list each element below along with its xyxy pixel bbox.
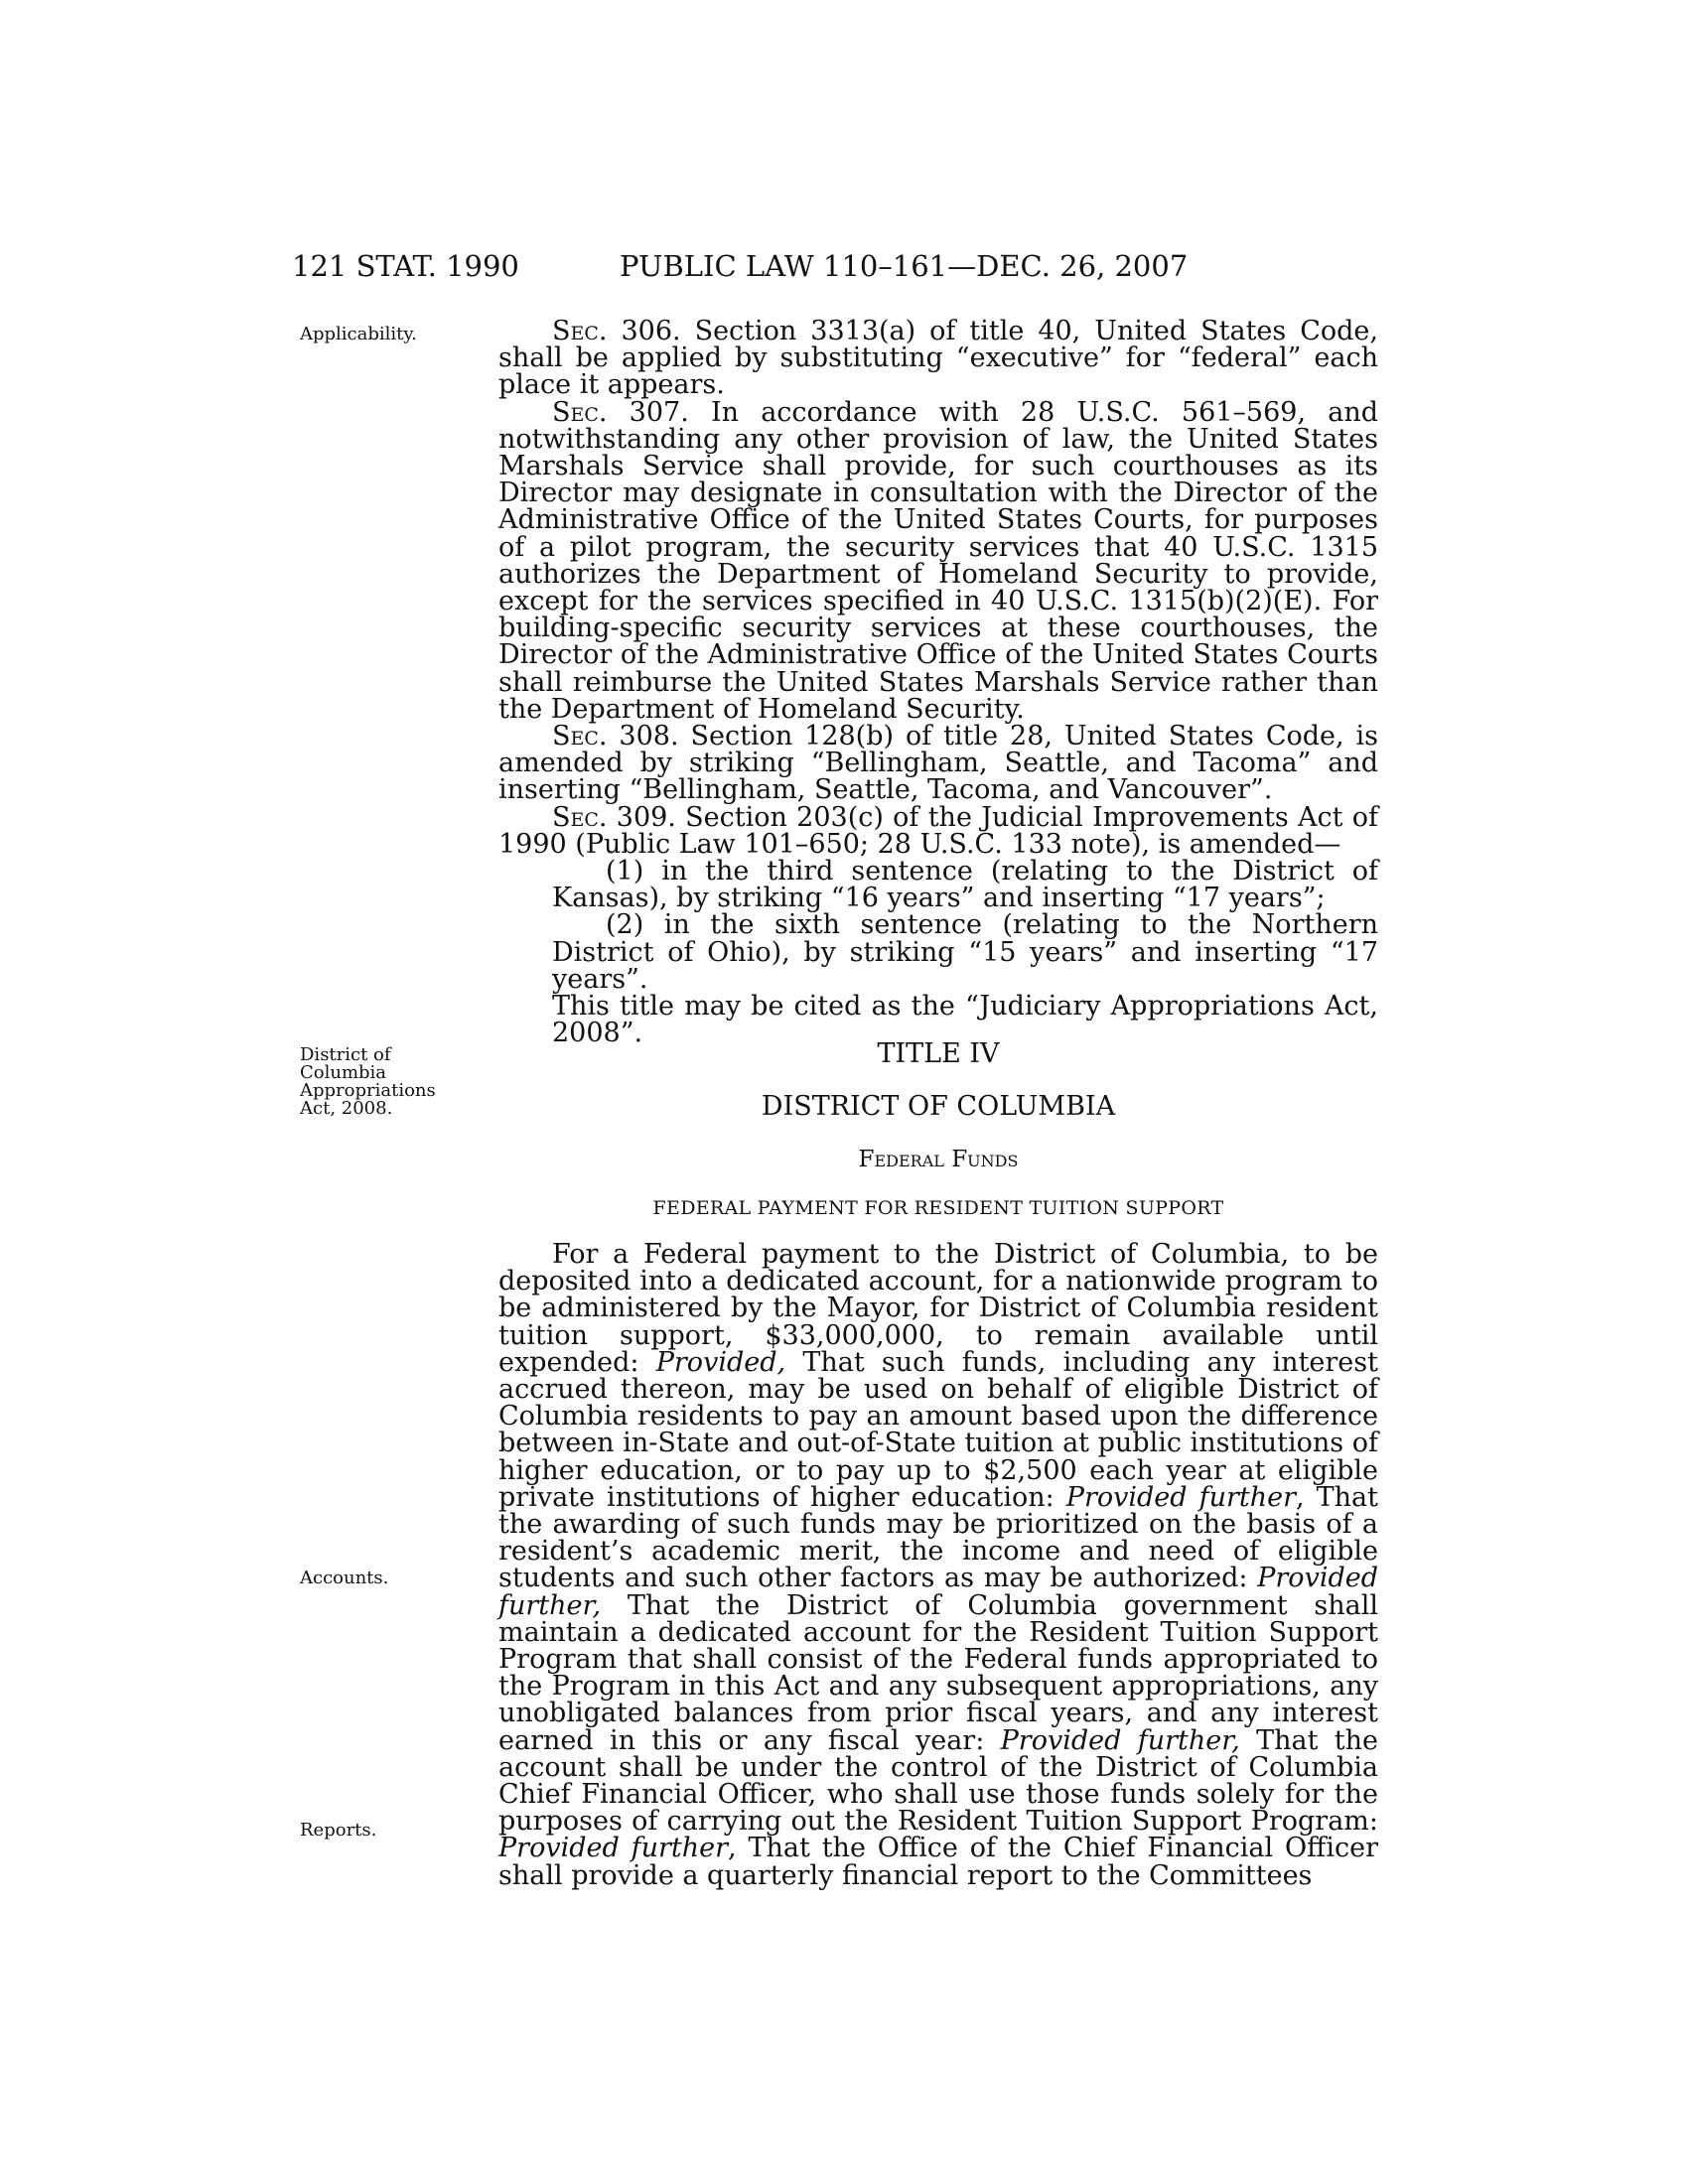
section-label: Sec. 306. [552,316,681,346]
section-label: Sec. 309. [552,801,676,833]
public-law-citation: PUBLIC LAW 110–161—DEC. 26, 2007 [620,249,1189,283]
federal-funds-heading: Federal Funds [858,1147,1019,1172]
section-text: Section 128(b) of title 28, United States Code, is amended by striking “Bellingham, Seattle, and Tacoma” and inserting “Bellingham, Seattle, Tacoma, and Vancouver”. [498,721,1379,806]
section-label: Sec. 308. [552,721,679,752]
text-run: That such funds, including any interest accrued thereon, may be used on behalf of eligible District of Columbia residents to pay an amount based upon the difference between in-State and out-of-State tuition at public institutions of higher education, or to pay up to $2,500 each year at eligible private institutions of higher education: [498,1346,1378,1513]
section-text: In accordance with 28 U.S.C. 561–569, and notwithstanding any other provision of law, the United States Marshals Service shall provide, for such courthouses as its Director may designate in consultation with the Director of the Administrative Office of the United States Courts, for purposes of a pilot program, the security services that 40 U.S.C. 1315 authorizes the Department of Homeland Security to provide, except for the services specified in 40 U.S.C. 1315(b)(2)(E). For building-specific security services at these courthouses, the Director of the Administrative Office of the United States Courts shall reimburse the United States Marshals Service rather than the Department of Homeland Security. [498,396,1379,725]
margin-note-line: Act, 2008. [300,1098,393,1119]
dc-heading: DISTRICT OF COLUMBIA [761,1091,1116,1122]
text-run: , That the awarding of such funds may be prioritized on the basis of a resident’s academic merit, the income and need of eligible students and such other factors as may be authorized: [498,1481,1378,1594]
section-306 [498,318,1378,399]
margin-note-accounts: Accounts. [300,1568,389,1588]
section-text: Section 3313(a) of title 40, United States Code, shall be applied by substituting “executive” for “federal” each place it appears. [498,316,1378,401]
amendment-item-2: (2) in the sixth sentence (relating to the Northern District of Ohio), by striking “15 years” and inserting “17 years”. [552,909,1378,995]
short-title-text: This title may be cited as the “Judiciary Appropriations Act, 2008”. [552,991,1378,1049]
tuition-paragraph [498,1241,1378,1889]
section-text: Section 203(c) of the Judicial Improvements Act of 1990 (Public Law 101–650; 28 U.S.C. 133 note), is amended— [498,801,1378,860]
text-run: That the District of Columbia government shall maintain a dedicated account for the Resident Tuition Support Program that shall consist of the Federal funds appropriated to the Program in this Act and any subsequent appropriations, any unobligated balances from prior fiscal years, and any interest earned in this or any fiscal year: [498,1589,1378,1756]
amendment-item-1: (1) in the third sentence (relating to the District of Kansas), by striking “16 years” and inserting “17 years”; [552,856,1378,914]
tuition-block [498,1241,1378,1889]
margin-note-line: Columbia [300,1062,387,1083]
payment-heading: FEDERAL PAYMENT FOR RESIDENT TUITION SUPPORT [652,1197,1224,1219]
section-label: Sec. 307. [552,396,689,428]
text-run: That the account shall be under the control of the District of Columbia Chief Financial Officer, who shall use those funds solely for the purposes of carrying out the Resident Tuition Support Program: [498,1724,1378,1838]
text-run: For a Federal payment to the District of Columbia, to be deposited into a dedicated account, for a nationwide program to be administered by the Mayor, for District of Columbia resident tuition support, $33,000,000, to remain available until expended: [498,1239,1378,1378]
proviso: Provided further [498,1833,729,1864]
margin-note-reports: Reports. [300,1820,377,1841]
margin-note-line: Appropriations [300,1080,436,1101]
section-308 [498,723,1378,804]
sections-block [498,316,1379,1049]
proviso: Provided further [1065,1481,1297,1513]
statute-page-number: 121 STAT. 1990 [292,249,519,283]
proviso: Provided, [655,1346,786,1378]
proviso: Provided further, [1000,1724,1240,1756]
section-307 [498,396,1379,725]
margin-note-line: District of [300,1044,391,1065]
margin-note-applicability: Applicability. [300,324,417,344]
text-run: , That the Office of the Chief Financial Officer shall provide a quarterly financial report to the Committees [498,1833,1378,1891]
title-heading: TITLE IV [877,1038,1000,1069]
proviso: Provided further, [498,1563,1378,1621]
margin-note-dc-act [300,1046,469,1118]
section-309 [498,801,1378,860]
